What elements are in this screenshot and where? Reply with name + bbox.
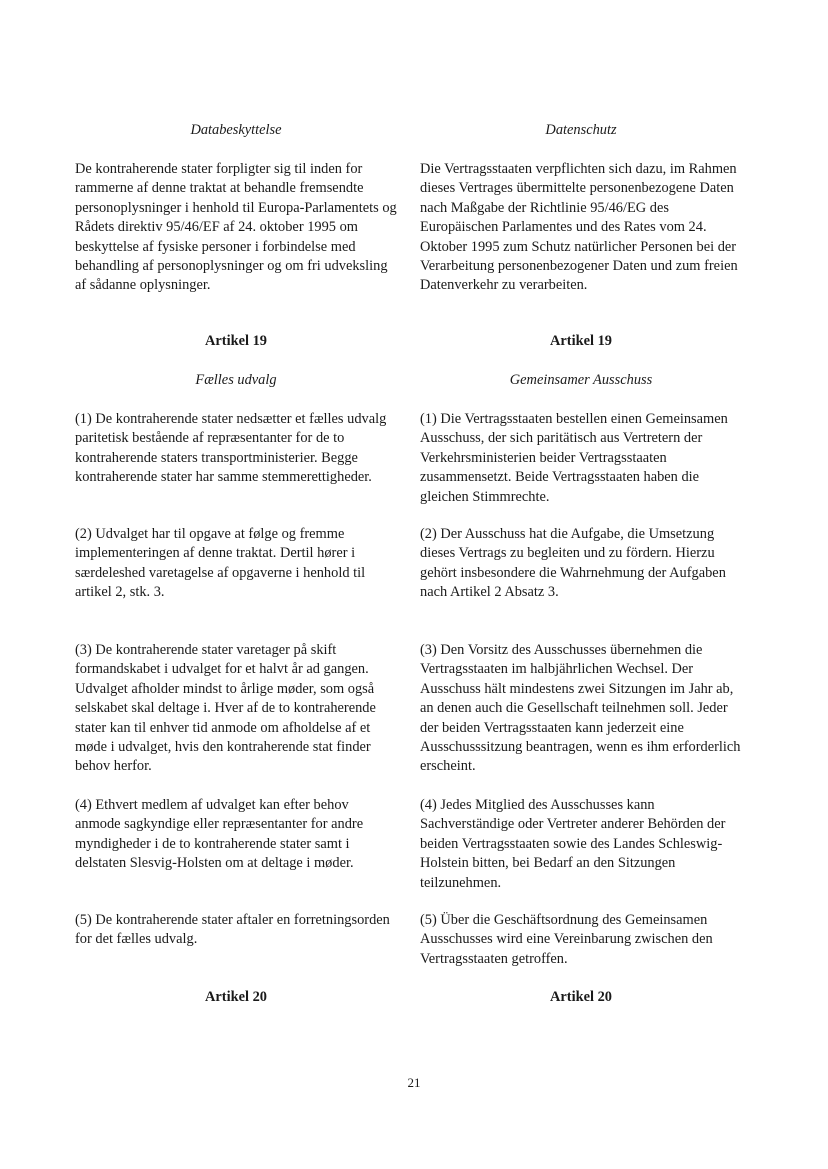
german-paragraph-1: (1) Die Vertragsstaaten bestellen einen Gemeinsamen Ausschuss, der sich paritätisch aus Vertretern der Verkehrsministerien beider Vertragsstaaten zusammensetzt. Beide Vertragsstaaten haben die gleichen Stimmrechte. [420, 411, 728, 505]
german-section-heading: Datenschutz [545, 122, 617, 138]
german-intro-paragraph: Die Vertragsstaaten verpflichten sich dazu, im Rahmen dieses Vertrages übermittelte personenbezogene Daten nach Maßgabe der Richtlinie 95/46/EG des Europäischen Parlamentes und des Rates vom 24. Oktober 1995 zum Schutz natürlicher Personen bei der Verarbeitung personenbezogener Daten und zum freien Datenverkehr zu verarbeiten. [420, 161, 738, 294]
german-paragraph-2: (2) Der Ausschuss hat die Aufgabe, die Umsetzung dieses Vertrags zu begleiten und zu fördern. Hierzu gehört insbesondere die Wahrnehmung der Aufgaben nach Artikel 2 Absatz 3. [420, 526, 726, 601]
danish-article-19-title: Artikel 19 [205, 333, 267, 349]
danish-paragraph-4: (4) Ethvert medlem af udvalget kan efter behov anmode sagkyndige eller repræsentanter for andre myndigheder i de to kontraherende stater samt i delstaten Slesvig-Holsten om at deltage i møder. [75, 797, 364, 872]
danish-intro-paragraph: De kontraherende stater forpligter sig til inden for rammerne af denne traktat at behandle fremsendte personoplysninger i henhold til Europa-Parlamentets og Rådets direktiv 95/46/EF af 24. oktober 1995 om beskyttelse af fysiske personer i forbindelse med behandling af personoplysninger og om fri udveksling af sådanne oplysninger. [75, 161, 397, 294]
german-paragraph-4: (4) Jedes Mitglied des Ausschusses kann Sachverständige oder Vertreter anderer Behörden der beiden Vertragsstaaten sowie des Landes Schleswig-Holstein bitten, bei Bedarf an den Sitzungen teilzunehmen. [420, 797, 726, 891]
danish-article-20-title: Artikel 20 [205, 989, 267, 1005]
german-article-20-title: Artikel 20 [550, 989, 612, 1005]
danish-paragraph-3: (3) De kontraherende stater varetager på skift formandskabet i udvalget for et halvt år ad gangen. Udvalget afholder mindst to årlige møder, som også selskabet skal deltage i. Hver af de to kontraherende stater kan til enhver tid anmode om afholdelse af et møde i udvalget, hvis den kontraherende stat finder behov herfor. [75, 642, 376, 775]
danish-section-heading: Databeskyttelse [190, 122, 282, 138]
danish-paragraph-2: (2) Udvalget har til opgave at følge og fremme implementeringen af denne traktat. Dertil hører i særdeleshed varetagelse af opgaverne i henhold til artikel 2, stk. 3. [75, 526, 366, 601]
danish-paragraph-1: (1) De kontraherende stater nedsætter et fælles udvalg paritetisk bestående af repræsentanter for de to kontraherende staters transportministerier. Begge kontraherende stater har samme stemmerettigheder. [75, 411, 387, 486]
german-article-19-title: Artikel 19 [550, 333, 612, 349]
danish-paragraph-5: (5) De kontraherende stater aftaler en forretningsorden for det fælles udvalg. [75, 912, 390, 948]
german-article-19-subtitle: Gemeinsamer Ausschuss [509, 372, 653, 388]
german-paragraph-5: (5) Über die Geschäftsordnung des Gemeinsamen Ausschusses wird eine Vereinbarung zwischen den Vertragsstaaten getroffen. [420, 912, 713, 967]
german-paragraph-3: (3) Den Vorsitz des Ausschusses übernehmen die Vertragsstaaten im halbjährlichen Wechsel. Der Ausschuss hält mindestens zwei Sitzungen im Jahr ab, an denen auch die Gesellschaft teilnehmen soll. Jeder der beiden Vertragsstaaten kann jederzeit eine Ausschusssitzung beantragen, wenn es ihm erforderlich erscheint. [420, 642, 741, 775]
page-number: 21 [407, 1075, 421, 1090]
danish-article-19-subtitle: Fælles udvalg [195, 372, 277, 388]
